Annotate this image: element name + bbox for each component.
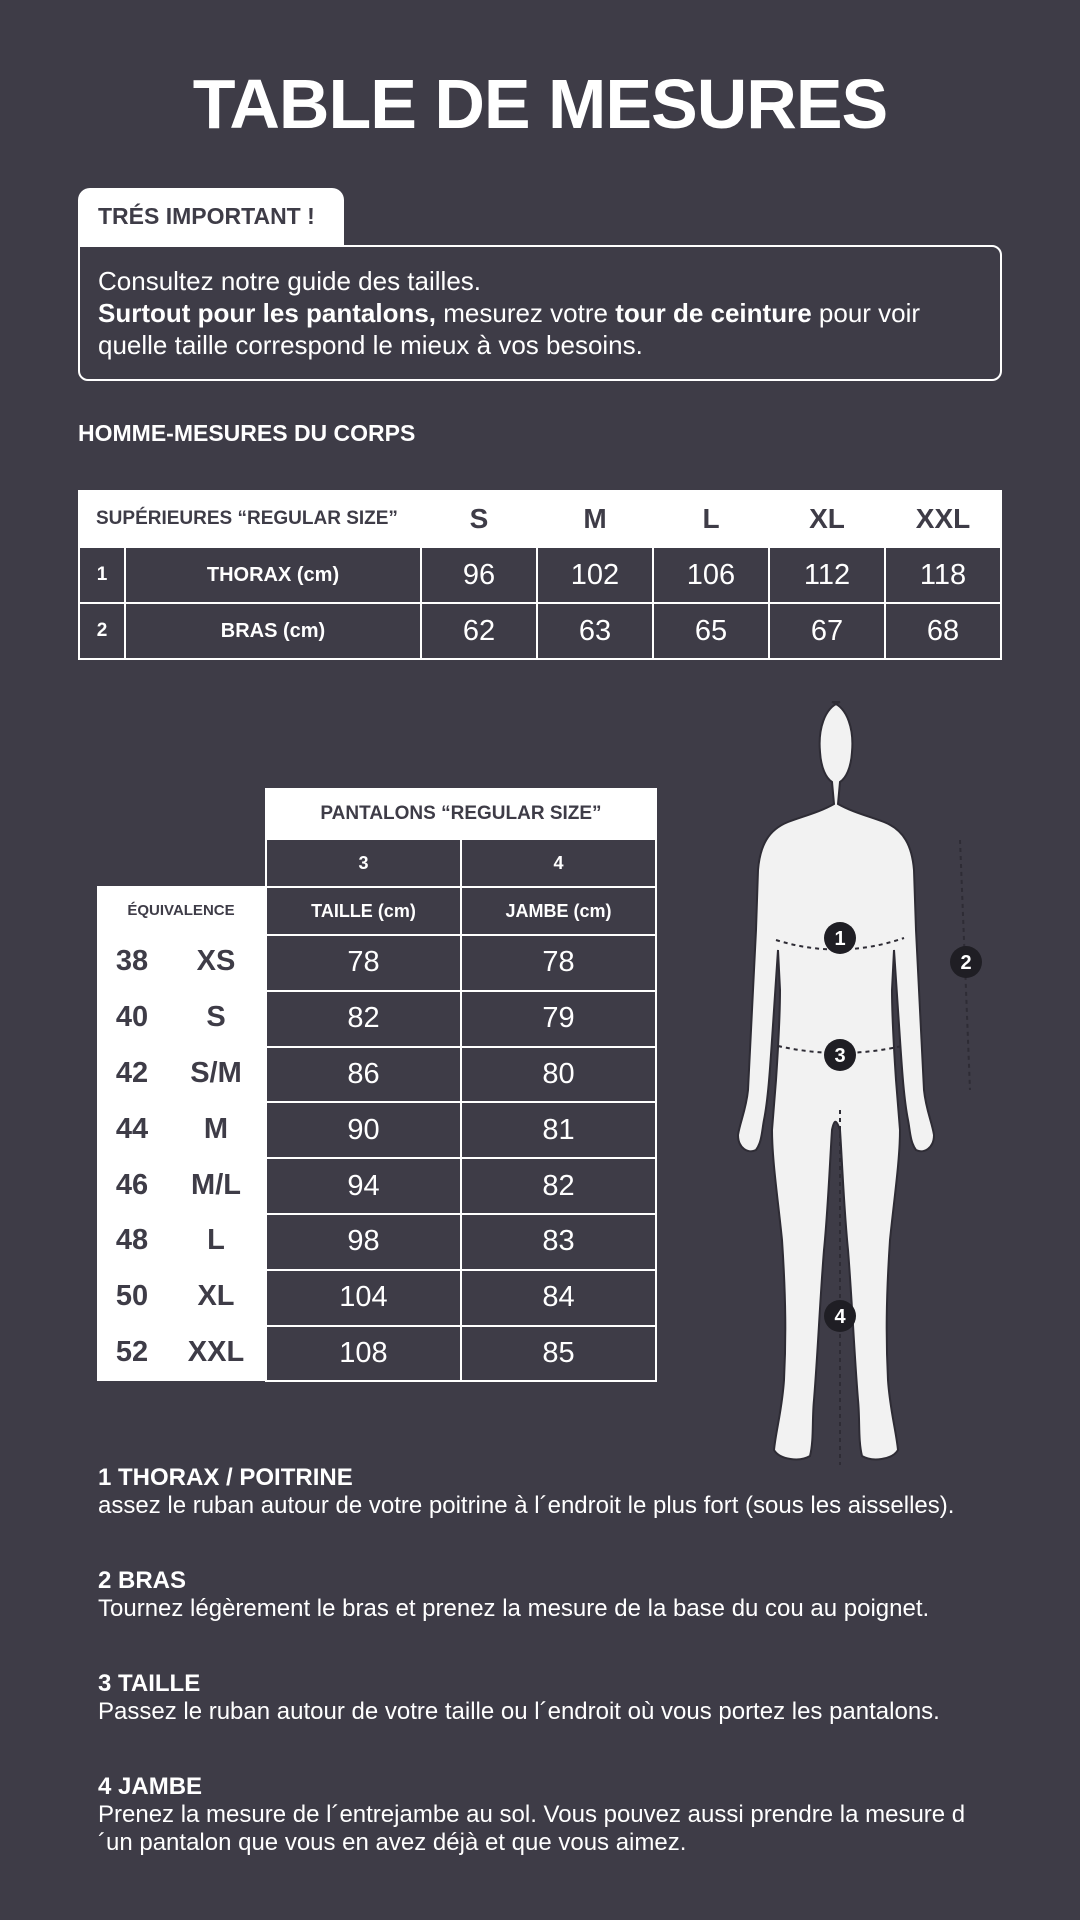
row-number: 2 [79,603,125,659]
size-header: XL [769,491,885,547]
description-heading: 1 THORAX / POITRINE [98,1464,353,1491]
equivalence-row [97,1046,265,1102]
description-text: assez le ruban autour de votre poitrine à l´endroit le plus fort (sous les aisselles). [98,1492,955,1519]
table-cell: 118 [885,547,1001,603]
jambe-cell: 81 [461,1102,656,1158]
jambe-cell: 84 [461,1270,656,1326]
letter-size: XS [196,945,236,978]
notice-box [78,245,1002,381]
table-row [79,603,1001,659]
equivalence-row [97,990,265,1046]
jambe-cell: 85 [461,1326,656,1382]
eu-size: 48 [115,1224,149,1257]
description-text: Tournez légèrement le bras et prenez la mesure de la base du cou au poignet. [98,1595,930,1622]
notice-line1: Consultez notre guide des tailles. [98,266,482,296]
description-heading: 4 JAMBE [98,1773,203,1800]
letter-size: L [207,1224,225,1257]
taille-cell: 90 [266,1102,461,1158]
upper-size-table [78,490,1002,660]
jambe-cell: 83 [461,1214,656,1270]
equivalence-row [97,1269,265,1325]
upper-table-header-row [79,491,1001,547]
notice-tab: TRÉS IMPORTANT ! [78,188,344,246]
table-cell: 102 [537,547,653,603]
eu-size: 52 [115,1335,149,1368]
marker-2 [950,946,982,978]
description-jambe [98,1773,978,1857]
taille-cell: 98 [266,1214,461,1270]
description-heading: 3 TAILLE [98,1670,201,1697]
taille-cell: 94 [266,1158,461,1214]
marker-1-label: 1 [834,928,846,950]
table-row [266,1158,656,1214]
eu-size: 46 [115,1168,149,1201]
description-taille [98,1670,978,1726]
taille-cell: 104 [266,1270,461,1326]
marker-3-label: 3 [834,1045,846,1067]
description-text: Prenez la mesure de l´entrejambe au sol. Vous pouvez aussi prendre la mesure d´un pantalon que vous en avez déjà et que vous aimez. [98,1801,966,1856]
body-silhouette [738,702,934,1459]
eu-size: 42 [115,1056,149,1089]
notice-bold2: tour de ceinture [615,298,812,328]
description-bras [98,1567,978,1623]
table-cell: 67 [769,603,885,659]
letter-size: XL [197,1280,235,1313]
table-row [266,991,656,1047]
description-text: Passez le ruban autour de votre taille ou l´endroit où vous portez les pantalons. [98,1698,940,1725]
size-header: M [537,491,653,547]
jambe-cell: 78 [461,935,656,991]
taille-cell: 108 [266,1326,461,1382]
eu-size: 44 [115,1112,149,1145]
column-number: 4 [461,839,656,887]
page-title: TABLE DE MESURES [192,65,888,143]
marker-4 [824,1300,856,1332]
notice-bold1: Surtout pour les pantalons, [98,298,437,328]
marker-2-label: 2 [960,952,972,974]
eu-size: 50 [115,1280,149,1313]
equivalence-header: ÉQUIVALENCE [127,902,235,919]
column-label: JAMBE (cm) [461,887,656,935]
taille-cell: 86 [266,1047,461,1103]
equivalence-row [97,934,265,990]
row-label: BRAS (cm) [125,603,421,659]
row-number: 1 [79,547,125,603]
row-label: THORAX (cm) [125,547,421,603]
letter-size: M/L [191,1168,241,1201]
table-row [266,1270,656,1326]
marker-1 [824,922,856,954]
column-label: TAILLE (cm) [266,887,461,935]
size-header: XXL [885,491,1001,547]
jambe-cell: 79 [461,991,656,1047]
letter-size: S [206,1001,226,1034]
column-number: 3 [266,839,461,887]
table-row [266,935,656,991]
letter-size: XXL [187,1335,245,1368]
taille-cell: 82 [266,991,461,1047]
table-cell: 106 [653,547,769,603]
marker-3 [824,1039,856,1071]
table-row [266,1047,656,1103]
jambe-cell: 80 [461,1047,656,1103]
equivalence-row [97,1213,265,1269]
body-figure [720,690,1000,1470]
letter-size: M [203,1112,229,1145]
description-heading: 2 BRAS [98,1567,187,1594]
equivalence-row [97,1101,265,1157]
section-title: HOMME-MESURES DU CORPS [78,420,416,446]
table-row [79,547,1001,603]
notice-text3: pour voir quelle taille correspond le mieux à vos besoins. [98,298,921,360]
table-cell: 65 [653,603,769,659]
equivalence-column [97,886,265,1381]
size-header: L [653,491,769,547]
table-cell: 68 [885,603,1001,659]
body-silhouette-illustration [720,690,1000,1470]
eu-size: 40 [115,1001,149,1034]
table-row [266,1102,656,1158]
letter-size: S/M [190,1056,242,1089]
equivalence-row [97,1157,265,1213]
table-row [266,1326,656,1382]
eu-size: 38 [115,945,149,978]
table-cell: 96 [421,547,537,603]
marker-4-label: 4 [834,1306,846,1328]
equivalence-row [97,1325,265,1381]
table-row [266,1214,656,1270]
taille-cell: 78 [266,935,461,991]
pants-size-table [265,788,657,1382]
table-cell: 112 [769,547,885,603]
table-cell: 63 [537,603,653,659]
upper-table-header: SUPÉRIEURES “REGULAR SIZE” [79,491,421,547]
jambe-cell: 82 [461,1158,656,1214]
description-thorax [98,1464,978,1520]
pants-table-header: PANTALONS “REGULAR SIZE” [266,789,656,839]
notice-text2: mesurez votre [436,298,616,328]
table-cell: 62 [421,603,537,659]
size-header: S [421,491,537,547]
